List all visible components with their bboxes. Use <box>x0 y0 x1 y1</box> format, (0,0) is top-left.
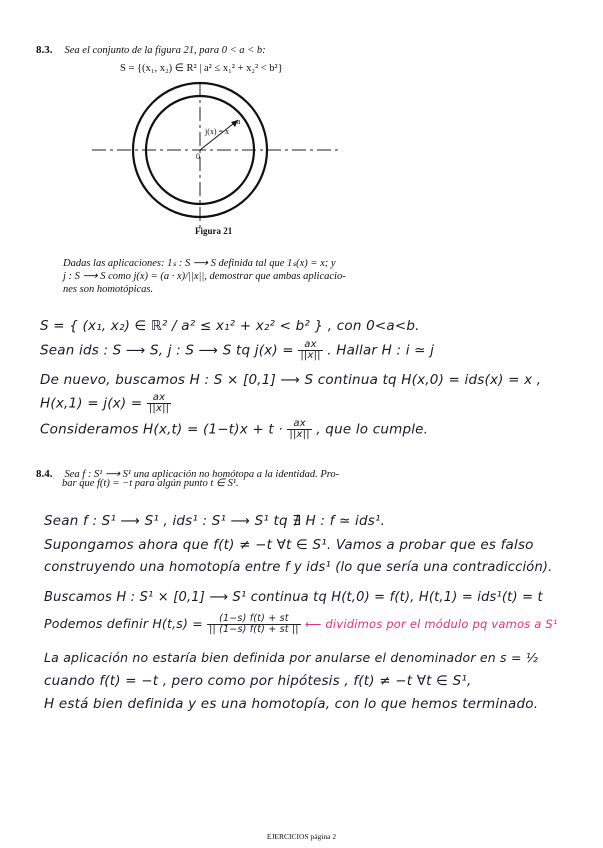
set-definition: S = {(x₁, x₂) ∈ R² | a² ≤ x₁² + x₂² < b²} <box>120 63 283 74</box>
figure-caption: Figura 21 <box>195 226 233 236</box>
sol2-line2: Supongamos ahora que f(t) ≠ −t ∀t ∈ S¹. Vamos a probar que es falso <box>44 537 534 553</box>
given-line: j : S ⟶ S como j(x) = (a · x)/||x||, demostrar que ambas aplicacio- <box>63 271 346 282</box>
given-line: nes son homotópicas. <box>63 284 154 295</box>
sol1-line1: S = { (x₁, x₂) ∈ ℝ² / a² ≤ x₁² + x₂² < b² } , con 0<a<b. <box>40 318 420 334</box>
sol1-line5 <box>40 419 428 440</box>
sol2-line5 <box>44 614 558 635</box>
label-a: a <box>237 117 241 126</box>
sol1-line5-post: , que lo cumple. <box>316 421 429 438</box>
sol1-line2 <box>40 340 434 361</box>
problem-8-3 <box>36 40 576 58</box>
frac-den: ||x|| <box>289 429 310 440</box>
sol1-line5-pre: Consideramos H(x,t) = (1−t)x + t · <box>40 421 283 438</box>
frac-num: ax <box>298 340 322 351</box>
problem-line: bar que f(t) = −t para algún punto t ∈ S¹. <box>62 478 239 489</box>
problem-number: 8.4. <box>36 468 53 480</box>
label-origin: 0 <box>196 152 200 161</box>
sol2-line5-pre: Podemos definir H(t,s) = <box>44 616 203 631</box>
sol1-line4 <box>40 393 171 414</box>
problem-given <box>63 257 363 296</box>
sol2-line4: Buscamos H : S¹ × [0,1] ⟶ S¹ continua tq H(t,0) = f(t), H(t,1) = ids¹(t) = t <box>44 590 543 605</box>
sol1-line4-pre: H(x,1) = j(x) = <box>40 395 143 412</box>
figure-21-annulus <box>90 80 350 230</box>
fraction-ax-norm <box>147 393 171 414</box>
fraction-ax-norm <box>298 340 322 361</box>
problem-number: 8.3. <box>36 44 53 56</box>
annotation-note: ⟵ dividimos por el módulo pq vamos a S¹ <box>304 617 558 631</box>
page-footer: EJERCICIOS página 2 <box>266 832 337 841</box>
given-line: Dadas las aplicaciones: 1ₛ : S ⟶ S definida tal que 1ₛ(x) = x; y <box>63 258 336 269</box>
sol1-line2-pre: Sean ids : S ⟶ S, j : S ⟶ S tq j(x) = <box>40 342 294 359</box>
sol2-line3: construyendo una homotopía entre f y ids¹ (lo que sería una contradicción). <box>44 560 553 575</box>
sol1-line3: De nuevo, buscamos H : S × [0,1] ⟶ S continua tq H(x,0) = ids(x) = x , <box>40 372 542 388</box>
frac-num: (1−s) f(t) + st <box>207 614 301 625</box>
sol2-line1: Sean f : S¹ ⟶ S¹ , ids¹ : S¹ ⟶ S¹ tq ∄ H : f ≃ ids¹. <box>44 513 386 529</box>
frac-den: ||x|| <box>148 403 170 414</box>
label-jx: j(x) = x <box>205 127 230 136</box>
fraction-ax-norm <box>287 419 311 440</box>
sol1-line2-post: . Hallar H : i ≃ j <box>327 342 435 359</box>
frac-den: ||x|| <box>300 350 321 361</box>
sol2-line7: cuando f(t) = −t , pero como por hipótesis , f(t) ≠ −t ∀t ∈ S¹, <box>44 673 472 689</box>
sol2-line6: La aplicación no estaría bien definida por anularse el denominador en s = ½ <box>44 650 539 665</box>
frac-num: ax <box>147 393 171 404</box>
frac-den: || (1−s) f(t) + st || <box>209 624 299 635</box>
sol2-line8: H está bien definida y es una homotopía, con lo que hemos terminado. <box>44 696 539 712</box>
problem-line: Sea f : S¹ ⟶ S¹ una aplicación no homótopa a la identidad. Pro- <box>64 469 340 480</box>
fraction-normalized-homotopy <box>207 614 301 635</box>
problem-statement: Sea el conjunto de la figura 21, para 0 < a < b: <box>64 45 266 56</box>
frac-num: ax <box>287 419 311 430</box>
